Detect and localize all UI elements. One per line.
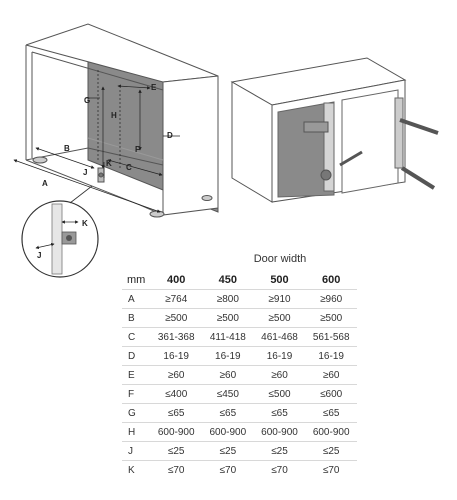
table-cell: ≤70 — [202, 461, 254, 480]
row-label: G — [122, 404, 150, 423]
table-cell: ≤65 — [202, 404, 254, 423]
row-label: D — [122, 347, 150, 366]
table-cell: 600-900 — [254, 423, 306, 442]
header-600: 600 — [321, 274, 341, 286]
table-cell: 16-19 — [254, 347, 306, 366]
table-header-row — [122, 271, 357, 290]
table-cell: 361-368 — [150, 328, 202, 347]
table-cell: ≤25 — [202, 442, 254, 461]
table-cell: ≤25 — [305, 442, 357, 461]
row-label: F — [122, 385, 150, 404]
table-row — [122, 385, 357, 404]
table-cell: ≥960 — [305, 290, 357, 309]
table-cell: 16-19 — [202, 347, 254, 366]
label-J: J — [83, 168, 88, 177]
table-cell: ≥60 — [254, 366, 306, 385]
table-cell: ≥60 — [150, 366, 202, 385]
detail-label-K: K — [82, 219, 88, 228]
table-row — [122, 423, 357, 442]
table-cell: ≥500 — [150, 309, 202, 328]
table-cell: ≥500 — [254, 309, 306, 328]
table-cell: ≥60 — [305, 366, 357, 385]
table-cell: ≥800 — [202, 290, 254, 309]
label-E: E — [151, 83, 157, 92]
label-B: B — [64, 144, 70, 153]
table-cell: ≤65 — [150, 404, 202, 423]
table-row — [122, 461, 357, 480]
row-label: E — [122, 366, 150, 385]
dimensions-table-section — [0, 245, 457, 500]
table-cell: 600-900 — [305, 423, 357, 442]
right-cabinet — [232, 58, 438, 202]
table-row — [122, 366, 357, 385]
table-cell: ≤70 — [305, 461, 357, 480]
label-G: G — [84, 96, 91, 105]
table-cell: 461-468 — [254, 328, 306, 347]
header-500: 500 — [270, 274, 289, 286]
detail-label-J: J — [37, 251, 42, 260]
table-row — [122, 404, 357, 423]
table-cell: ≤65 — [254, 404, 306, 423]
table-cell: 16-19 — [305, 347, 357, 366]
table-cell: ≥764 — [150, 290, 202, 309]
label-C: C — [126, 163, 132, 172]
label-F: F — [135, 145, 140, 154]
table-cell: ≥910 — [254, 290, 306, 309]
table-cell: ≥500 — [202, 309, 254, 328]
table-cell: ≤25 — [254, 442, 306, 461]
table-row — [122, 309, 357, 328]
row-label: B — [122, 309, 150, 328]
left-cabinet — [26, 24, 218, 217]
label-H: H — [111, 111, 117, 120]
row-label: K — [122, 461, 150, 480]
table-row — [122, 442, 357, 461]
table-caption: Door width — [253, 253, 307, 265]
table-cell: ≤25 — [150, 442, 202, 461]
label-D: D — [167, 131, 173, 140]
table-cell: ≤450 — [202, 385, 254, 404]
row-label: J — [122, 442, 150, 461]
table-cell: ≥500 — [305, 309, 357, 328]
table-cell: 600-900 — [202, 423, 254, 442]
table-row — [122, 328, 357, 347]
dimensions-table — [122, 271, 357, 479]
table-cell: ≤65 — [305, 404, 357, 423]
table-cell: ≥60 — [202, 366, 254, 385]
table-row — [122, 347, 357, 366]
table-cell: 16-19 — [150, 347, 202, 366]
row-label: C — [122, 328, 150, 347]
table-cell: 561-568 — [305, 328, 357, 347]
table-cell: ≤70 — [150, 461, 202, 480]
label-K: K — [106, 159, 112, 168]
header-450: 450 — [218, 274, 238, 286]
row-label: H — [122, 423, 150, 442]
label-A: A — [42, 179, 48, 188]
table-cell: 411-418 — [202, 328, 254, 347]
header-400: 400 — [167, 274, 186, 286]
header-unit: mm — [127, 274, 146, 286]
table-cell: ≤500 — [254, 385, 306, 404]
table-row — [122, 290, 357, 309]
row-label: A — [122, 290, 150, 309]
table-cell: ≤600 — [305, 385, 357, 404]
table-cell: ≤70 — [254, 461, 306, 480]
table-cell: ≤400 — [150, 385, 202, 404]
table-cell: 600-900 — [150, 423, 202, 442]
